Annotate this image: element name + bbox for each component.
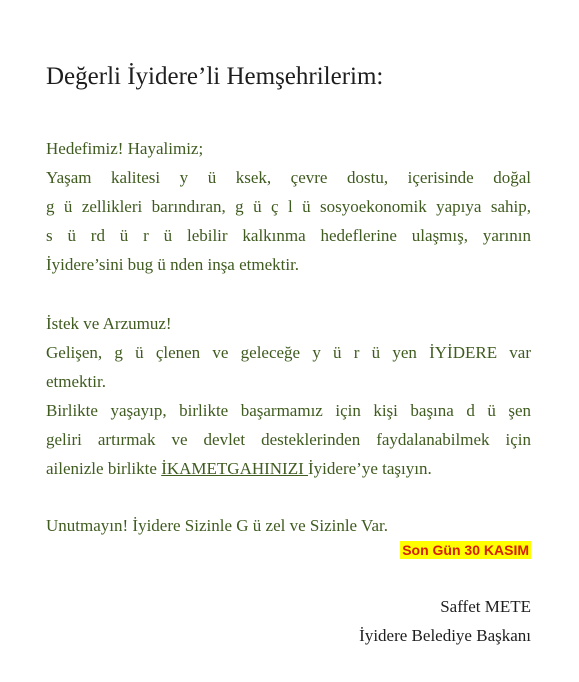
greeting-heading: Değerli İyidere’li Hemşehrilerim: bbox=[46, 63, 384, 90]
wishes-heading: İstek ve Arzumuz! bbox=[46, 314, 172, 333]
paragraph-goals bbox=[46, 134, 531, 279]
goals-heading: Hedefimiz! Hayalimiz; bbox=[46, 139, 204, 158]
deadline-badge: Son Gün 30 KASIM bbox=[402, 542, 529, 558]
residence-emphasis: İKAMETGAHINIZI bbox=[161, 459, 309, 478]
wishes-line-5 bbox=[46, 454, 531, 483]
wishes-line-5-start: ailenizle birlikte bbox=[46, 459, 162, 478]
goals-line-1: Yaşam kalitesi y ü ksek, çevre dostu, içerisinde doğal bbox=[46, 168, 531, 187]
wishes-line-4: geliri artırmak ve devlet desteklerinden faydalanabilmek için bbox=[46, 430, 531, 449]
signature-name: Saffet METE bbox=[440, 597, 531, 616]
goals-line-2: g ü zellikleri barındıran, g ü ç l ü sosyoekonomik yapıya sahip, bbox=[46, 197, 531, 216]
wishes-line-2: etmektir. bbox=[46, 372, 106, 391]
closing-text: Unutmayın! İyidere Sizinle G ü zel ve Sizinle Var. bbox=[46, 516, 388, 535]
wishes-line-1: Gelişen, g ü çlenen ve geleceğe y ü r ü yen İYİDERE var bbox=[46, 343, 531, 362]
wishes-line-5-end: İyidere’ye taşıyın. bbox=[308, 459, 432, 478]
goals-line-3: s ü rd ü r ü lebilir kalkınma hedeflerine ulaşmış, yarının bbox=[46, 226, 531, 245]
signature-title: İyidere Belediye Başkanı bbox=[359, 626, 531, 645]
paragraph-wishes bbox=[46, 309, 531, 483]
closing-line bbox=[46, 511, 531, 540]
goals-line-4: İyidere’sini bug ü nden inşa etmektir. bbox=[46, 255, 300, 274]
wishes-line-3: Birlikte yaşayıp, birlikte başarmamız için kişi başına d ü şen bbox=[46, 401, 531, 420]
